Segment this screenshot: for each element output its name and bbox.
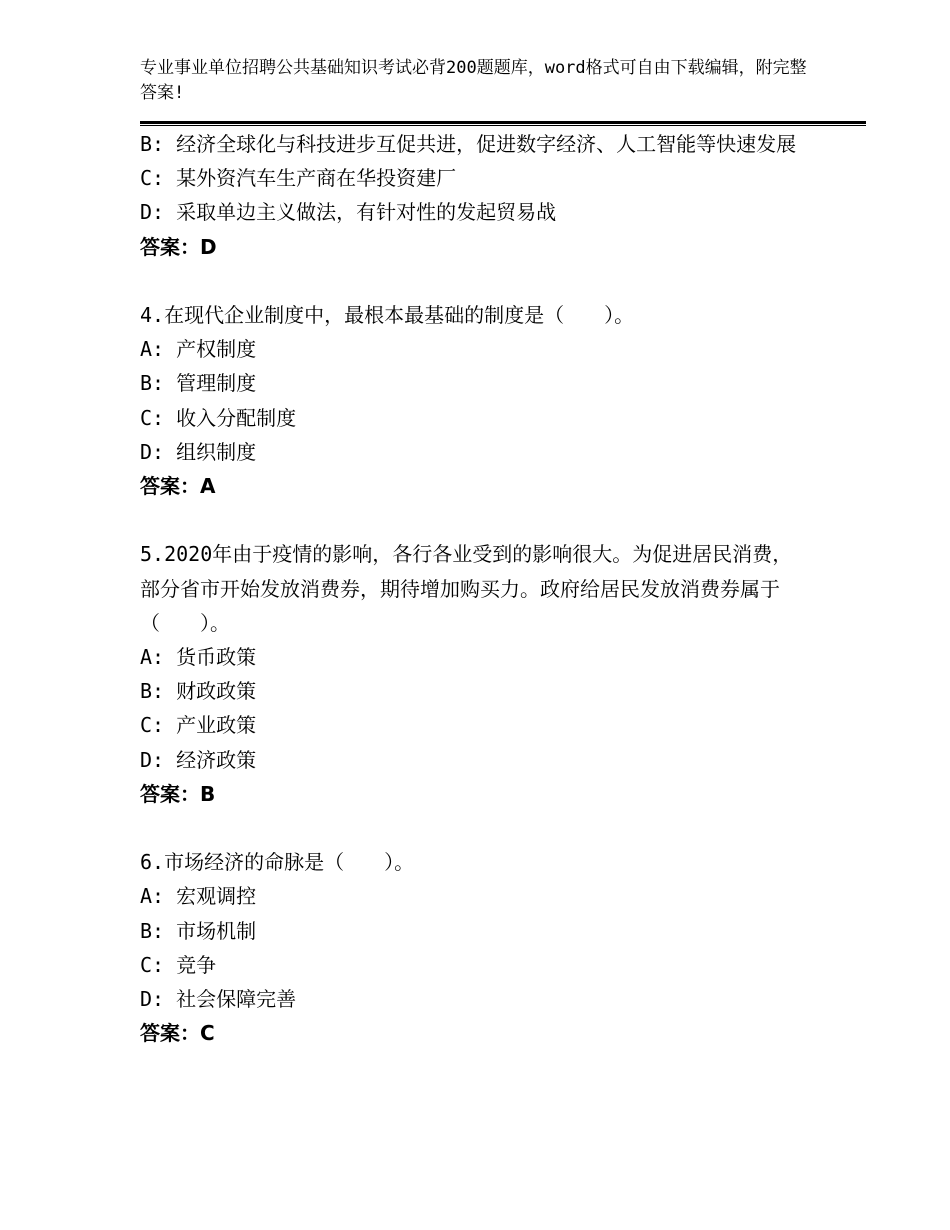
- spacer: [140, 503, 840, 537]
- page-header: [140, 56, 820, 106]
- option-d: D: 采取单边主义做法，有针对性的发起贸易战: [140, 200, 557, 225]
- option-a: A: 产权制度: [140, 337, 257, 362]
- answer: 答案：C: [140, 1021, 215, 1046]
- option-b: B: 管理制度: [140, 371, 257, 396]
- spacer: [140, 264, 840, 298]
- question-stem: 4.在现代企业制度中，最根本最基础的制度是（ ）。: [140, 303, 635, 327]
- option-b: B: 财政政策: [140, 679, 257, 704]
- question-6: [140, 845, 840, 1050]
- question-stem: 6.市场经济的命脉是（ ）。: [140, 850, 415, 875]
- option-b: B: 经济全球化与科技进步互促共进，促进数字经济、人工智能等快速发展: [140, 132, 797, 156]
- option-d: D: 社会保障完善: [140, 987, 297, 1012]
- answer: 答案：B: [140, 781, 216, 806]
- option-d: D: 组织制度: [140, 439, 257, 464]
- question-5: [140, 537, 840, 811]
- option-c: C: 产业政策: [140, 713, 257, 738]
- question-3-continuation: [140, 127, 840, 264]
- option-c: C: 某外资汽车生产商在华投资建厂: [140, 166, 457, 191]
- spacer: [140, 811, 840, 845]
- header-text: 专业事业单位招聘公共基础知识考试必背200题题库，word格式可自由下载编辑，附完整答案!: [140, 58, 807, 103]
- answer: 答案：A: [140, 474, 216, 499]
- question-4: [140, 298, 840, 503]
- option-d: D: 经济政策: [140, 747, 257, 772]
- answer: 答案：D: [140, 234, 217, 259]
- option-b: B: 市场机制: [140, 918, 257, 943]
- header-divider: [140, 121, 866, 126]
- question-stem: 5.2020年由于疫情的影响，各行各业受到的影响很大。为促进居民消费，部分省市开始发放消费券，期待增加购买力。政府给居民发放消费券属于（ ）。: [140, 542, 793, 635]
- option-a: A: 货币政策: [140, 645, 257, 670]
- question-list: [140, 127, 840, 1050]
- option-c: C: 竞争: [140, 952, 217, 977]
- option-a: A: 宏观调控: [140, 884, 257, 909]
- option-c: C: 收入分配制度: [140, 405, 297, 430]
